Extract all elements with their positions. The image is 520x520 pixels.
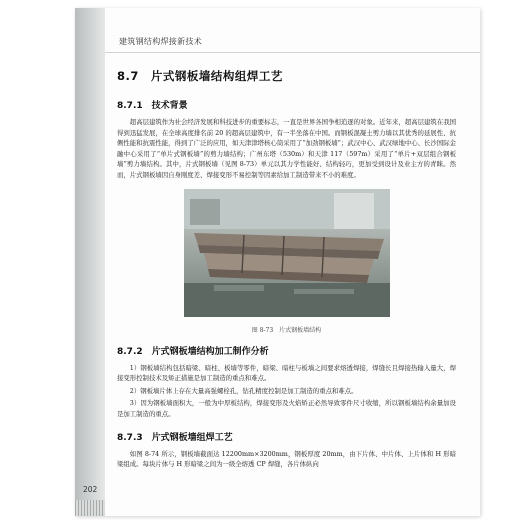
analysis-paragraph-3: 3）因为钢板墙面积大，一般为中厚板结构，焊接变形及火焰矫正必然导致零件尺寸收缩，所以钢板墙结构余量加设是加工制造的重点。 (117, 399, 456, 418)
background-paragraph: 超高层建筑作为社会经济发展和科技进步的重要标志，一直是世界各国争相追逐的对象。近年来，超高层建筑在我国得到迅猛发展，在全球高度排名前 20 的超高层建筑中，有一半坐落在中国。而钢板混凝土剪力墙以其优秀的延展性、抗侧性能和抗震性能，得到了广泛的应用，如天津津塔核心筒采用了“加劲钢板墙”；武汉中心、武汉绿地中心、长沙国际金融中心采用了“单片式钢板墙”的剪力墙结构；广州东塔（530m）和天津 117（597m）采用了“单片+双层组合钢板墙”剪力墙结构。其中，片式钢板墙（见图 8-73）单元以其力学性能好、结构轻巧，更加受到设计及业主方的青睐。然而，片式钢板墙因自身刚度差、焊接变形不易控制等因素给加工制造带来不小的难度。 (117, 118, 456, 179)
subsection-title-assembly: 8.7.3 片式钢板墙组焊工艺 (117, 432, 233, 443)
section-title: 8.7 片式钢板墙结构组焊工艺 (117, 69, 283, 83)
footer-stripe-decoration (75, 500, 105, 516)
running-header (105, 34, 480, 53)
page-content (117, 68, 456, 472)
running-header-title: 建筑钢结构焊接新技术 (119, 37, 202, 46)
figure-caption: 图 8-73 片式钢板墙结构 (251, 326, 322, 334)
steel-plate-wall-illustration (184, 189, 390, 317)
assembly-paragraph: 如图 8-74 所示，钢板墙截面达 12200mm×3200mm，钢板厚度 20mm，由下片体、中片体、上片体和 H 形暗梁组成。每块片体与 H 形暗梁之间为一级全熔透 CP 焊缝，各片体纵向 (117, 449, 456, 469)
steel-plate-wall-photo (184, 189, 390, 317)
analysis-paragraph-2: 2）钢板墙片体上存在大量高强螺栓孔，钻孔精度控制是加工制造的重点和难点。 (129, 386, 358, 395)
subsection-title-analysis: 8.7.2 片式钢板墙结构加工制作分析 (117, 346, 269, 357)
page-number: 202 (83, 485, 98, 494)
book-page (75, 8, 480, 516)
subsection-title-background: 8.7.1 技术背景 (117, 101, 188, 111)
analysis-paragraph-1: 1）钢板墙结构包括暗梁、暗柱、板墙等零件，暗梁、暗柱与板墙之间要求熔透焊接，焊缝长且焊接热输入量大，焊接变形控制技术及矫正措施是加工制造的重点和难点。 (117, 363, 456, 383)
page-spine-band (75, 8, 105, 516)
